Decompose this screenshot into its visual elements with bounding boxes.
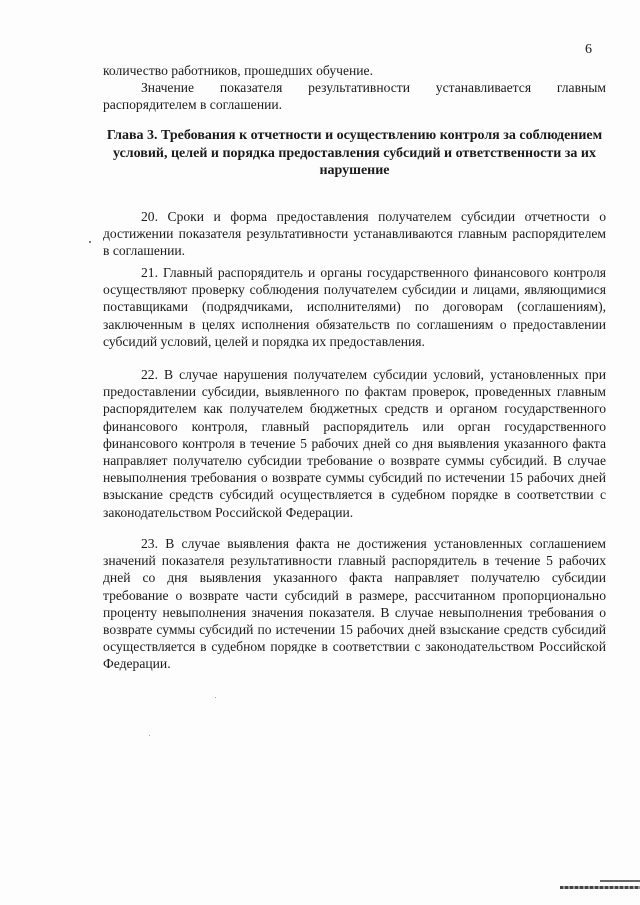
carry-over-line: количество работников, прошедших обучение.: [103, 63, 373, 78]
chapter-heading: Глава 3. Требования к отчетности и осуществлению контроля за соблюдением условий, целей и порядка предоставления субсидий и ответственности за их нарушение: [106, 128, 603, 179]
paragraph-23: 23. В случае выявления факта не достижения установленных соглашением значений показателя результативности главный распорядитель в течение 5 рабочих дней со дня выявления указанного факта направляет получателю субсидии требование о возврате части субсидий в размере, рассчитанном пропорционально проценту невыполнения значения показателя. В случае невыполнения требования о возврате суммы субсидий по истечении 15 рабочих дней взыскание средств субсидий осуществляется в судебном порядке в соответствии с законодательством Российской Федерации.: [103, 536, 606, 672]
paragraph-22: 22. В случае нарушения получателем субсидии условий, установленных при предоставлении субсидии, выявленного по фактам проверок, проведенных главным распорядителем как получателем бюджетных средств и органом государственного финансового контроля, главный распорядитель или орган государственного финансового контроля в течение 5 рабочих дней со дня выявления указанного факта направляет получателю субсидии требование о возврате суммы субсидий. В случае невыполнения требования о возврате суммы субсидий по истечении 15 рабочих дней взыскание средств субсидий осуществляется в судебном порядке в соответствии с законодательством Российской Федерации.: [103, 367, 606, 520]
carry-over-paragraph: Значение показателя результативности устанавливается главным распорядителем в соглашении.: [103, 80, 606, 113]
scan-edge-artifact: [560, 886, 640, 889]
scan-speck: [149, 735, 150, 736]
scan-speck: [89, 241, 91, 243]
page-number: 6: [585, 42, 592, 57]
paragraph-21: 21. Главный распорядитель и органы государственного финансового контроля осуществляют проверку соблюдения получателем субсидии и лицами, являющимися поставщиками (подрядчиками, исполнителями) по договорам (соглашениям), заключенным в целях исполнения обязательств по соглашениям о предоставлении субсидий условий, целей и порядка их предоставления.: [103, 265, 606, 349]
scan-edge-artifact: [600, 880, 640, 882]
paragraph-20: 20. Сроки и форма предоставления получателем субсидии отчетности о достижении показателя результативности устанавливаются главным распорядителем в соглашении.: [103, 209, 606, 259]
scan-speck: [215, 697, 216, 698]
